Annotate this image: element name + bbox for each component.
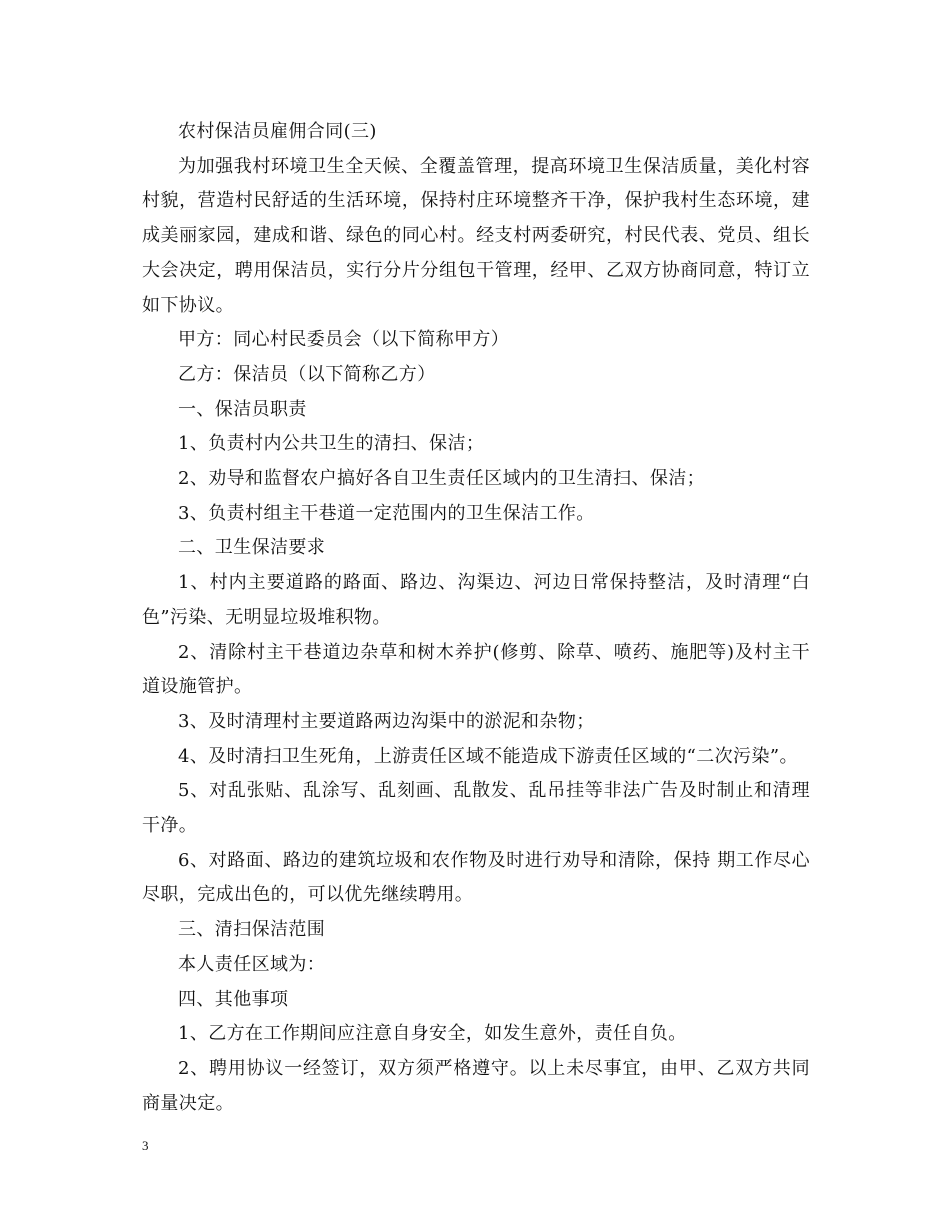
section-heading-requirements: 二、卫生保洁要求: [178, 537, 326, 559]
requirement-item: 2、清除村主干巷道边杂草和树木养护(修剪、除草、喷药、施肥等)及村主干道设施管护。: [142, 641, 810, 698]
duty-item: 3、负责村组主干巷道一定范围内的卫生保洁工作。: [178, 502, 595, 524]
section-heading-duties: 一、保洁员职责: [178, 398, 307, 420]
requirement-item: 5、对乱张贴、乱涂写、乱刻画、乱散发、乱吊挂等非法广告及时制止和清理干净。: [142, 780, 810, 837]
section-heading-other: 四、其他事项: [178, 988, 289, 1010]
document-body: [142, 115, 810, 1121]
duty-item: 2、劝导和监督农户搞好各自卫生责任区域内的卫生清扫、保洁；: [178, 468, 706, 490]
party-a-line: 甲方：同心村民委员会（以下简称甲方）: [178, 329, 510, 351]
duty-item: 1、负责村内公共卫生的清扫、保洁；: [178, 433, 485, 455]
contract-title: 农村保洁员雇佣合同(三): [178, 121, 377, 142]
responsibility-area-line: 本人责任区域为：: [178, 953, 326, 975]
requirement-item: 6、对路面、路边的建筑垃圾和农作物及时进行劝导和清除，保持 期工作尽心尽职，完成出色的，可以优先继续聘用。: [142, 849, 810, 906]
requirement-item: 3、及时清理村主要道路两边沟渠中的淤泥和杂物；: [178, 710, 595, 732]
other-item: 2、聘用协议一经签订，双方须严格遵守。以上未尽事宜，由甲、乙双方共同商量决定。: [142, 1057, 810, 1114]
page-number: 3: [142, 1138, 149, 1153]
other-item: 1、乙方在工作期间应注意自身安全，如发生意外，责任自负。: [178, 1023, 687, 1045]
party-b-line: 乙方：保洁员（以下简称乙方）: [178, 363, 436, 385]
preamble-paragraph: 为加强我村环境卫生全天候、全覆盖管理，提高环境卫生保洁质量，美化村容村貌，营造村民舒适的生活环境，保持村庄环境整齐干净，保护我村生态环境，建成美丽家园，建成和谐、绿色的同心村。经支村两委研究，村民代表、党员、组长大会决定，聘用保洁员，实行分片分组包干管理，经甲、乙双方协商同意，特订立如下协议。: [142, 155, 810, 316]
requirement-item: 4、及时清扫卫生死角，上游责任区域不能造成下游责任区域的“二次污染”。: [178, 745, 798, 767]
requirement-item: 1、村内主要道路的路面、路边、沟渠边、河边日常保持整洁，及时清理“白色”污染、无明显垃圾堆积物。: [142, 572, 810, 628]
section-heading-scope: 三、清扫保洁范围: [178, 919, 326, 941]
